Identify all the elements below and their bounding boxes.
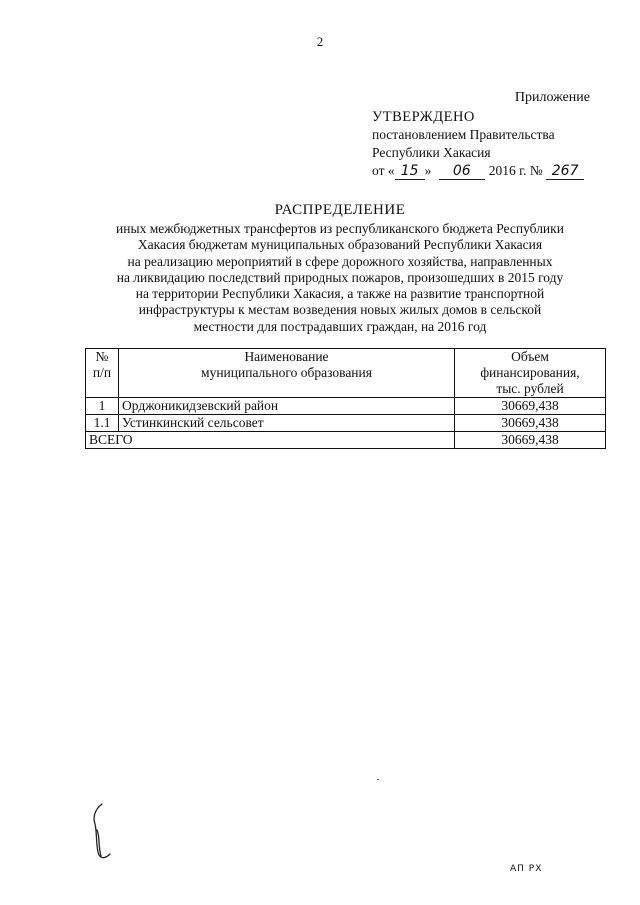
document-title: РАСПРЕДЕЛЕНИЕ [274,202,406,218]
subtitle-line: на территории Республики Хакасия, а также на развитие транспортной [135,286,545,302]
header-amount-line: тыс. рублей [496,381,564,396]
handwritten-month: 06 [439,164,485,180]
table-row [86,415,606,432]
allocation-table [85,348,606,449]
row-amount: 30669,438 [455,415,606,432]
appendix-label: Приложение [514,90,590,105]
approval-block [372,108,584,180]
row-name: Орджоникидзевский район [119,398,455,415]
subtitle-line: иных межбюджетных трансфертов из республиканского бюджета Республики [116,221,564,236]
approval-line-2: Республики Хакасия [372,145,491,160]
table-row [86,398,606,415]
subtitle-line: Хакасия бюджетам муниципальных образований Республики Хакасия [137,237,543,253]
header-amount-line: финансирования, [480,365,580,380]
table-header-row [86,349,606,398]
page-number: 2 [316,34,324,49]
approval-title: УТВЕРЖДЕНО [372,109,475,125]
header-number-line: п/п [92,365,112,380]
header-name [119,349,455,398]
row-number: 1.1 [86,415,119,432]
number-sign: № [529,163,543,178]
total-amount: 30669,438 [455,432,606,449]
header-amount-line: Объем [511,349,549,364]
subtitle-line: на ликвидацию последствий природных пожаров, произошедших в 2015 году [116,269,564,285]
total-label: ВСЕГО [86,432,455,449]
row-name: Устинкинский сельсовет [119,415,455,432]
handwritten-day: 15 [395,164,425,180]
subtitle-line: инфраструктуры к местам возведения новых жилых домов в сельской [138,302,542,318]
approval-line-1: постановлением Правительства [372,127,555,142]
approval-date-line [372,162,584,180]
header-name-line: Наименование [244,349,329,364]
date-year: 2016 г. [488,163,527,178]
handwritten-number: 267 [546,164,584,180]
row-amount: 30669,438 [455,398,606,415]
document-subtitle [96,221,584,335]
subtitle-line: на реализацию мероприятий в сфере дорожного хозяйства, направленных [127,253,553,269]
row-number: 1 [86,398,119,415]
header-name-line: муниципального образования [201,365,372,380]
signature-mark [88,800,116,864]
header-number [86,349,119,398]
header-number-line: № [95,349,109,364]
header-amount [455,349,606,398]
date-prefix: от « [372,163,395,178]
subtitle-line: местности для пострадавших граждан, на 2016 год [193,318,487,334]
scan-dot [377,779,379,780]
footer-code: АП РХ [510,864,543,874]
date-close-quote: » [424,163,432,178]
table-total-row [86,432,606,449]
